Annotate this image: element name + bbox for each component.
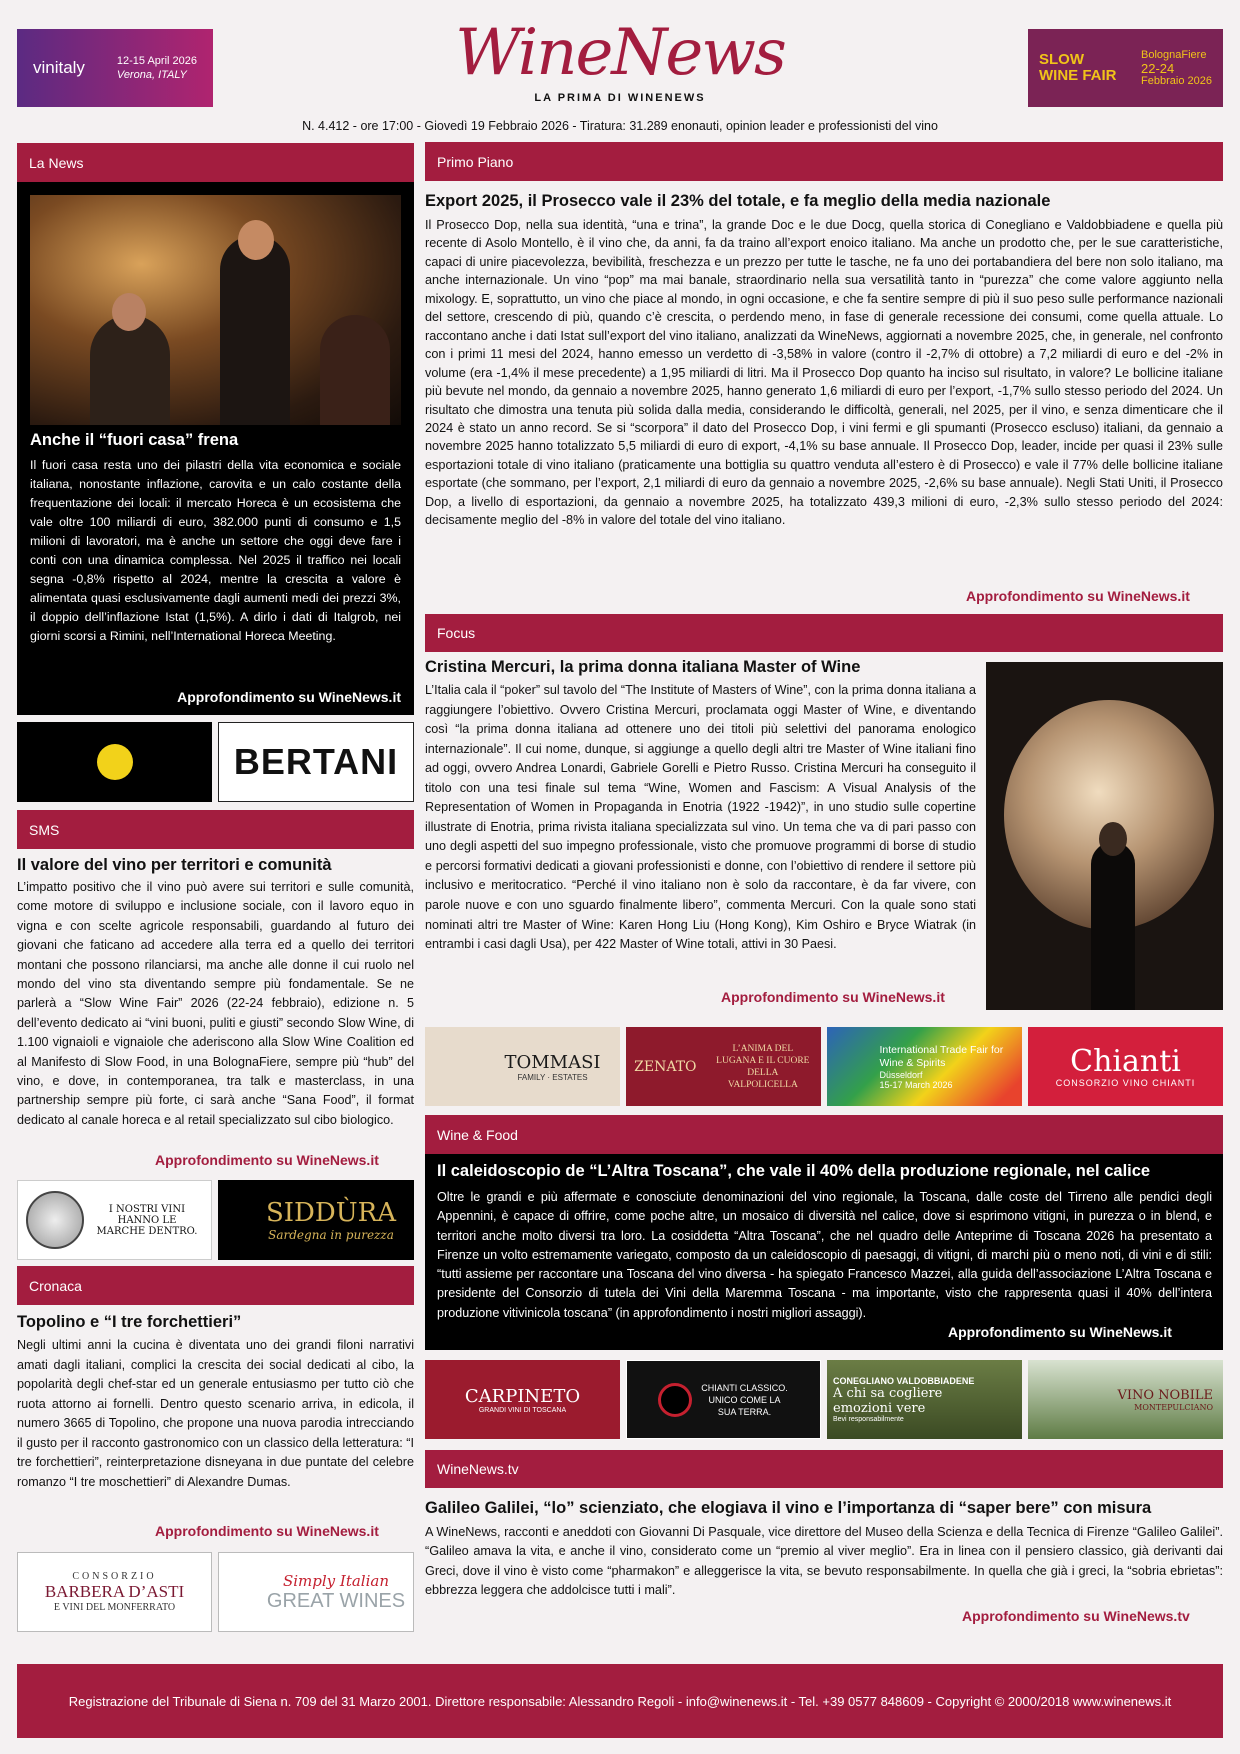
carpineto-ad[interactable]	[425, 1360, 620, 1439]
footer	[17, 1664, 1223, 1738]
winenews-tv-title[interactable]: Galileo Galilei, “lo” scienziato, che elogiava il vino e l’importanza di “saper bere” con misura	[425, 1499, 1152, 1517]
simply-italian-logo: Simply Italian	[282, 1571, 390, 1590]
wine-food-body: Oltre le grandi e più affermate e conosciute denominazioni del vino regionale, la Toscana, dalle coste del Tirreno alle pendici degli Appennini, è capace di offrire, come poche altre, un mosaico di diversità nel calice, dove si esprimono vitigni, in purezza o in blend, e territori anche molto diversi tra loro. La cosiddetta “Altra Toscana”, che nel quadro delle Anteprime di Toscana 2026 ha presentato a Firenze un volto estremamente variegato, composto da un caleidoscopio di paesaggi, di vitigni, di marchi più o meno noti, di vini e di stili: “tutti assieme per raccontare una Toscana del vino diversa - ha spiegato Francesco Mazzei, alla guida dell’associazione L’Altra Toscana e presidente del Consorzio di tutela dei Vini della Maremma Toscana - ma importante, visto che rappresenta quasi il 40% dell’intera produzione vitivinicola toscana” (in approfondimento i nostri migliori assaggi).	[437, 1190, 1212, 1320]
collio-ad[interactable]	[17, 722, 212, 802]
section-focus[interactable]: Focus	[425, 614, 1223, 652]
siddura-tagline: Sardegna in purezza	[268, 1228, 394, 1242]
la-news-title[interactable]: Anche il “fuori casa” frena	[30, 431, 239, 449]
waitress-face	[238, 220, 274, 260]
vinitaly-logo: vinitaly	[32, 58, 85, 77]
sms-body: L’impatto positivo che il vino può avere sui territori e sulle comunità, come motore di sviluppo e inclusione sociale, con il lavoro equo in vigna e con scelte agricole responsabili, guardando al futuro dei giovani che faticano ad accedere alla terra ed a quello dei territori montani che possono rilanciarsi, ma anche alle donne il cui ruolo nel mondo del vino sta diventando sempre più fondamentale. Se ne parlerà a “Slow Wine Fair” 2026 (22-24 febbraio), edizione n. 5 dell’evento dedicato ai “vini buoni, puliti e giusti” secondo Slow Wine, di 1.100 vignaioli e vignaiole che aderiscono alla Slow Wine Coalition ed al Manifesto di Slow Food, in una BolognaFiere, sempre più “hub” del vino, e dove, in contemporanea, tra talk e masterclass, in una partnership sempre più forte, ci sarà anche “Sana Food”, il format dedicato al canale horeca e al retail specializzato sul cibo biologico.	[17, 880, 414, 1127]
siddura-logo: SIDDÙRA	[265, 1198, 397, 1228]
section-winenews-tv[interactable]: WineNews.tv	[425, 1450, 1223, 1488]
section-sms[interactable]: SMS	[17, 810, 414, 849]
nobile-ad[interactable]	[1028, 1360, 1223, 1439]
winenews-tv-body: A WineNews, racconti e aneddoti con Giovanni Di Pasquale, vice direttore del Museo della Scienza e della Tecnica di Firenze “Galileo Galilei”. “Galileo amava la vita, e anche il vino, considerato come un “premio al viver meglio”. Era in linea con il pensiero classico, già derivanti dai Greci, dove il vino è visto come “pharmakon” e alleggerisce la vita, se bevuto responsabilmente. In quella che già i greci, la “sobria ebrietas”: ebbrezza leggera che addolcisce tutti i mali”.	[425, 1525, 1223, 1598]
winenews-tv-more-link[interactable]: Approfondimento su WineNews.tv	[962, 1608, 1190, 1624]
collio-logo-icon	[97, 744, 133, 780]
issue-line: N. 4.412 - ore 17:00 - Giovedì 19 Febbraio 2026 - Tiratura: 31.289 enonauti, opinion leader e professionisti del vino	[302, 119, 938, 133]
section-primo-piano[interactable]: Primo Piano	[425, 142, 1223, 181]
carpineto-subtitle: GRANDI VINI DI TOSCANA	[478, 1406, 567, 1414]
patron-figure	[90, 315, 170, 425]
focus-photo[interactable]	[986, 662, 1223, 1010]
slow-wine-month: Febbraio 2026	[1141, 74, 1212, 87]
section-wine-food[interactable]: Wine & Food	[425, 1115, 1223, 1154]
primo-piano-title[interactable]: Export 2025, il Prosecco vale il 23% del totale, e fa meglio della media nazionale	[425, 192, 1051, 210]
patron-figure-2	[320, 315, 390, 425]
prowein-city: Düsseldorf	[879, 1069, 923, 1080]
wine-food-more-link[interactable]: Approfondimento su WineNews.it	[948, 1324, 1172, 1340]
chianti-classico-text: CHIANTI CLASSICO. UNICO COME LA SUA TERRA.	[701, 1382, 788, 1417]
focus-title[interactable]: Cristina Mercuri, la prima donna italiana Master of Wine	[425, 658, 861, 676]
chianti-logo: Chianti	[1070, 1043, 1181, 1079]
zenato-logo: ZENATO	[634, 1058, 697, 1075]
chianti-subtitle: CONSORZIO VINO CHIANTI	[1055, 1077, 1196, 1088]
bertani-ad[interactable]	[218, 722, 414, 802]
slow-wine-fair-logo: SLOW WINE FAIR	[1039, 51, 1117, 84]
cronaca-body: Negli ultimi anni la cucina è diventata uno dei grandi filoni narrativi amati dagli italiani, complici la crescita dei social dedicati al cibo, la popolarità degli chef-star ed un generale entusiasmo per tutto ciò che ruota attorno ai fornelli. Dentro questo scenario arriva, in edicola, il numero 3665 di Topolino, che propone una nuova parodia intrecciando il gusto per il racconto gastronomico con un classico della letteratura: “I tre forchettieri”, reinterpretazione disneyana in due puntate del celebre romanzo “I tre moschettieri” di Alexandre Dumas.	[17, 1338, 414, 1489]
chianti-classico-ad[interactable]	[626, 1360, 821, 1439]
nobile-logo: VINO NOBILE	[1117, 1387, 1213, 1403]
cronaca-title[interactable]: Topolino e “I tre forchettieri”	[17, 1313, 242, 1331]
wine-food-title[interactable]: Il caleidoscopio de “L’Altra Toscana”, che vale il 40% della produzione regionale, nel calice	[437, 1162, 1151, 1180]
vinitaly-ad[interactable]	[17, 29, 213, 107]
wine-food-card	[425, 1154, 1223, 1350]
nobile-subtitle: MONTEPULCIANO	[1134, 1402, 1213, 1412]
winenews-logo[interactable]	[420, 14, 820, 104]
tommasi-ad[interactable]	[425, 1027, 620, 1106]
bertani-logo: BERTANI	[233, 741, 399, 782]
prowein-ad[interactable]	[827, 1027, 1022, 1106]
la-news-more-link[interactable]: Approfondimento su WineNews.it	[177, 689, 401, 705]
marche-text: I NOSTRI VINI HANNO LE MARCHE DENTRO.	[96, 1203, 198, 1237]
great-wines-text: GREAT WINES	[266, 1589, 406, 1612]
simply-italian-ad[interactable]	[218, 1552, 414, 1632]
tommasi-subtitle: FAMILY · ESTATES	[517, 1072, 588, 1082]
prowein-dates: 15-17 March 2026	[879, 1079, 953, 1090]
la-news-card	[17, 143, 414, 715]
barbera-subtitle: E VINI DEL MONFERRATO	[53, 1602, 176, 1613]
conegliano-title: CONEGLIANO VALDOBBIADENE	[833, 1376, 975, 1386]
slow-wine-fair-ad[interactable]	[1028, 29, 1223, 107]
patron-face	[112, 293, 146, 331]
chianti-ad[interactable]	[1028, 1027, 1223, 1106]
siddura-ad[interactable]	[218, 1180, 414, 1260]
waitress-figure	[220, 235, 290, 425]
primo-piano-more-link[interactable]: Approfondimento su WineNews.it	[966, 588, 1190, 604]
conegliano-note: Bevi responsabilmente	[833, 1416, 904, 1423]
focus-body: L’Italia cala il “poker” sul tavolo del “The Institute of Masters of Wine”, con la prima donna italiana a raggiungere l’obiettivo. Ovvero Cristina Mercuri, proclamata oggi Master of Wine, e diventando così “la prima donna italiana ad ottenere uno dei titoli più selettivi del panorama enologico internazionale”. Il cui nome, dunque, si aggiunge a quello degli altri tre Master of Wine italiani fino ad oggi, ovvero Andrea Lonardi, Gabriele Gorelli e Pietro Russo. Cristina Mercuri ha conseguito il titolo con una tesi finale sul tema “Wine, Women and Fascism: A Visual Analysis of the Representation of Women in Propaganda in Enotria (1922 -1942)”, in uno studio sulle copertine illustrate di Enotria, prima rivista italiana specializzata sul vino. Un tema che va di pari passo con uno degli aspetti del suo impegno professionale, visto che promuove programmi di borse di studio e percorsi formativi dedicati a giovani professionisti e donne, con l’obiettivo di rendere il settore più inclusivo e meritocratico. “Perché il vino italiano non è solo da raccontare, è da far vivere, con parole nuove e con uno sguardo finalmente libero”, commenta Mercuri. Con la quale sono stati nominati altri tre Master of Wine: Karen Hong Liu (Hong Kong), Kim Oshiro e Bryce Wiatrak (in entrambi i casi dagli Usa), per 422 Master of Wine totali, attivi in 30 Paesi.	[425, 683, 976, 952]
marche-ad[interactable]	[17, 1180, 212, 1260]
barbera-ad[interactable]	[17, 1552, 212, 1632]
barbera-consorzio: CONSORZIO	[72, 1571, 157, 1582]
woman-face	[1099, 822, 1127, 856]
conegliano-ad[interactable]	[827, 1360, 1022, 1439]
rooster-icon	[658, 1383, 692, 1417]
focus-more-link[interactable]: Approfondimento su WineNews.it	[721, 989, 945, 1005]
woman-figure	[1091, 842, 1135, 1010]
vinitaly-dates: 12-15 April 2026	[116, 55, 198, 67]
cronaca-more-link[interactable]: Approfondimento su WineNews.it	[155, 1523, 379, 1539]
la-news-photo[interactable]	[30, 195, 401, 425]
slow-wine-dates: 22-24	[1141, 60, 1175, 76]
section-cronaca[interactable]: Cronaca	[17, 1266, 414, 1305]
carpineto-logo: CARPINETO	[464, 1385, 581, 1407]
section-la-news[interactable]: La News	[17, 143, 414, 182]
zenato-tagline: L’ANIMA DEL LUGANA E IL CUORE DELLA VALPOLICELLA	[716, 1043, 810, 1090]
sms-title[interactable]: Il valore del vino per territori e comunità	[17, 856, 332, 874]
prowein-title: International Trade Fair for Wine & Spirits	[879, 1043, 1004, 1069]
sms-more-link[interactable]: Approfondimento su WineNews.it	[155, 1152, 379, 1168]
footer-text: Registrazione del Tribunale di Siena n. 709 del 31 Marzo 2001. Direttore responsabile: Alessandro Regoli - info@winenews.it - Tel. +39 0577 848609 - Copyright © 2000/2018 www.winenews.it	[68, 1693, 1172, 1709]
marche-seal-icon	[26, 1191, 84, 1249]
vinitaly-place: Verona, ITALY	[116, 69, 187, 81]
tommasi-logo: TOMMASI	[504, 1051, 601, 1073]
slow-wine-venue: BolognaFiere	[1141, 48, 1207, 61]
logo-text: WineNews	[455, 16, 785, 90]
zenato-ad[interactable]	[626, 1027, 821, 1106]
tagline: LA PRIMA DI WINENEWS	[534, 92, 706, 104]
conegliano-tagline: A chi sa cogliere emozioni vere	[833, 1386, 943, 1416]
primo-piano-body: Il Prosecco Dop, nella sua identità, “una e trina”, la grande Doc e le due Docg, quella storica di Conegliano e Valdobbiadene e quella più recente di Asolo Montello, è il vino che, da anni, fa da traino all’export enoico italiano. Ma anche un prodotto che, per le sue caratteristiche, capaci di unire piacevolezza, bevibilità, freschezza e un prezzo per tutte le tasche, ne fa uno dei portabandiera del bere non solo italiano, ma anche internazionale. Un vino “pop” ma mai banale, straordinario nella sua versatilità tanto in “purezza” che come valore aggiunto nella mixology. E, soprattutto, un vino che piace al mondo, in ogni occasione, e che fa sentire sempre di più il suo peso sulle performance nazionali del settore, crescendo di più, quando c’è crescita, o perdendo meno, in fase di generale recessione dei consumi, come quella attuale. Lo raccontano anche i dati Istat sull’export del vino italiano, analizzati da WineNews, aggiornati a novembre 2025, che, in generale, nel confronto con i primi 11 mesi del 2024, hanno emesso un verdetto di -3,58% in valore (contro il -2,7% di ottobre) a 7,2 miliardi di euro e del -2% in volume (era -1,4% il mese precedente) a 1,95 miliardi di litri. Ma il Prosecco Dop quanto ha inciso sul risultato, in valore? Le bollicine italiane più bevute nel mondo, da gennaio a novembre 2025, hanno generato 1,6 miliardi di euro per l’export, -1,7% sullo stesso periodo del 2024. Un risultato che dimostra una tenuta più solida dalla media, considerando le difficoltà, generali, nel 2025, per il vino, e senza dimenticare che il 2024 è stato un anno record. Se si “scorpora” il dato del Prosecco Dop, i vini fermi e gli spumanti (Prosecco escluso) italiani, da gennaio a novembre 2025 hanno totalizzato 5,5 miliardi di euro di export, -4,1% su base annuale. Il Prosecco Dop, leader, incide per quasi il 23% sulle esportazioni totale di vino italiano (praticamente una bottiglia su quattro venduta all’estero è di Prosecco) e vale il 77% delle bollicine italiane esportate (che sommano, per l’export, 2,1 miliardi di euro da gennaio a novembre 2025, -2,6% su base annuale). Negli Stati Uniti, il Prosecco Dop, a livello di esportazioni, da gennaio a novembre 2025, ha totalizzato 439,3 milioni di euro, -2,3% sullo stesso periodo del 2024: decisamente meglio del -8% in valore del totale del vino italiano.	[425, 218, 1223, 528]
barbera-title: BARBERA D’ASTI	[44, 1582, 185, 1601]
la-news-body: Il fuori casa resta uno dei pilastri della vita economica e sociale italiana, nonostante inflazione, carovita e un calo costante della frequentazione dei locali: il mercato Horeca è un ecosistema che vale oltre 100 miliardi di euro, 382.000 punti di consumo e 1,5 milioni di lavoratori, ma è anche un settore che oggi deve fare i conti con una dinamica complessa. Nel 2025 il traffico nei locali segna -0,8% rispetto al 2024, mentre la crescita a valore è alimentata quasi esclusivamente dagli aumenti medi dei prezzi 3%, il doppio dell’inflazione Istat (1,5%). A dirlo i dati di Italgrob, nei giorni scorsi a Rimini, nell’International Horeca Meeting.	[30, 458, 401, 643]
